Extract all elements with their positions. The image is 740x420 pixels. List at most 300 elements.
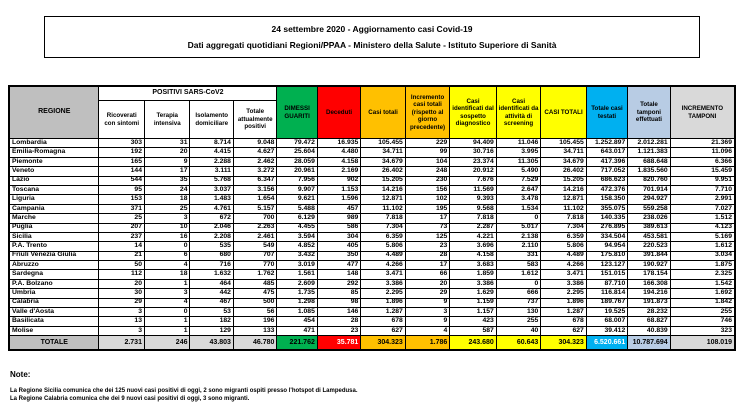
col-header-terapia-intensiva: Terapia intensiva [144, 101, 190, 139]
data-cell: 7.304 [361, 223, 405, 232]
col-header-regione: REGIONE [9, 86, 99, 139]
data-cell: 31 [144, 139, 190, 148]
data-cell: 238.026 [628, 214, 670, 223]
data-cell: 26.402 [361, 167, 405, 176]
region-name: Abruzzo [9, 261, 99, 270]
data-cell: 94.954 [586, 242, 627, 251]
data-cell: 24 [144, 185, 190, 194]
data-cell: 7.956 [277, 176, 317, 185]
data-cell: 123.127 [586, 261, 627, 270]
data-cell: 196 [233, 317, 276, 326]
region-name: Emilia-Romagna [9, 148, 99, 157]
data-cell: 700 [233, 214, 276, 223]
data-cell: 672 [190, 214, 233, 223]
data-cell: 678 [541, 317, 587, 326]
data-cell: 389.613 [628, 223, 670, 232]
data-cell: 11.046 [496, 139, 540, 148]
data-cell: 1.612 [670, 242, 735, 251]
data-cell: 686.623 [586, 176, 627, 185]
data-cell: 195 [405, 204, 449, 213]
data-cell: 14.216 [361, 185, 405, 194]
col-header-ricoverati: Ricoverati con sintomi [99, 101, 145, 139]
data-cell: 56 [233, 308, 276, 317]
data-cell: 2.609 [277, 279, 317, 288]
data-cell: 4.266 [541, 261, 587, 270]
data-cell: 104 [405, 157, 449, 166]
data-cell: 9 [405, 317, 449, 326]
data-cell: 1.632 [190, 270, 233, 279]
data-cell: 11.305 [496, 157, 540, 166]
data-cell: 716 [190, 261, 233, 270]
col-header-dimessi-guariti: DIMESSI GUARITI [277, 86, 317, 139]
data-cell: 472.376 [586, 185, 627, 194]
data-cell: 3.471 [361, 270, 405, 279]
data-cell: 2.991 [670, 195, 735, 204]
data-cell: 191.873 [628, 298, 670, 307]
note-line-calabria: La Regione Calabria comunica che dei 9 nuovi casi positivi di oggi, 3 sono migranti. [10, 395, 250, 402]
data-cell: 707 [233, 251, 276, 260]
data-cell: 627 [541, 326, 587, 335]
table-row [9, 157, 735, 166]
data-cell: 29 [99, 298, 145, 307]
data-cell: 153 [99, 195, 145, 204]
total-cell: 221.762 [277, 336, 317, 351]
data-cell: 194.216 [628, 289, 670, 298]
data-cell: 746 [670, 317, 735, 326]
region-name: Friuli Venezia Giulia [9, 251, 99, 260]
data-cell: 9.048 [233, 139, 276, 148]
data-cell: 7.818 [450, 214, 497, 223]
data-cell: 23 [317, 326, 360, 335]
data-cell: 2.295 [541, 289, 587, 298]
table-row [9, 270, 735, 279]
data-cell: 1.298 [277, 298, 317, 307]
data-cell: 2.169 [317, 167, 360, 176]
data-cell: 1.654 [233, 195, 276, 204]
col-header-tamponi: Totale tamponi effettuati [628, 86, 670, 139]
data-cell: 1.692 [670, 289, 735, 298]
data-cell: 30.716 [450, 148, 497, 157]
data-cell: 471 [277, 326, 317, 335]
data-cell: 7.304 [541, 223, 587, 232]
data-cell: 1.762 [233, 270, 276, 279]
data-cell: 17 [144, 167, 190, 176]
total-cell: 304.323 [541, 336, 587, 351]
data-cell: 3.478 [496, 195, 540, 204]
data-cell: 417.396 [586, 157, 627, 166]
data-cell: 53 [190, 308, 233, 317]
total-cell: 2.731 [99, 336, 145, 351]
col-group-positivi: POSITIVI SARS-CoV2 [99, 86, 277, 101]
data-cell: 3.683 [450, 261, 497, 270]
data-cell: 500 [233, 298, 276, 307]
data-cell: 11.102 [541, 204, 587, 213]
data-cell: 133 [233, 326, 276, 335]
data-cell: 17 [405, 261, 449, 270]
data-cell: 4.489 [541, 251, 587, 260]
data-cell: 2.138 [496, 232, 540, 241]
data-cell: 5.157 [233, 204, 276, 213]
data-cell: 112 [99, 270, 145, 279]
data-cell: 7.818 [361, 214, 405, 223]
table-row [9, 232, 735, 241]
data-cell: 15.459 [670, 167, 735, 176]
data-cell: 3.272 [233, 167, 276, 176]
data-cell: 7.710 [670, 185, 735, 194]
data-cell: 688.648 [628, 157, 670, 166]
report-title-box [44, 16, 700, 58]
data-cell: 20 [144, 148, 190, 157]
data-cell: 4 [144, 261, 190, 270]
data-cell: 9.621 [277, 195, 317, 204]
data-cell: 1 [144, 279, 190, 288]
data-cell: 3 [99, 308, 145, 317]
data-cell: 151.015 [586, 270, 627, 279]
data-cell: 587 [450, 326, 497, 335]
data-cell: 2.263 [233, 223, 276, 232]
table-row [9, 223, 735, 232]
table-row [9, 214, 735, 223]
data-cell: 158.350 [586, 195, 627, 204]
data-cell: 1.153 [317, 185, 360, 194]
data-cell: 477 [317, 261, 360, 270]
data-cell: 0 [144, 242, 190, 251]
data-cell: 3.995 [496, 148, 540, 157]
data-cell: 17 [405, 214, 449, 223]
data-cell: 2.287 [450, 223, 497, 232]
note-line-sicilia: La Regione Sicilia comunica che dei 125 nuovi casi positivi di oggi, 2 sono migranti ospiti presso l'hotspot di Lampedusa. [10, 388, 358, 394]
data-cell: 0 [496, 279, 540, 288]
data-cell: 2.046 [190, 223, 233, 232]
data-cell: 165 [99, 157, 145, 166]
data-cell: 1.121.383 [628, 148, 670, 157]
data-cell: 25.604 [277, 148, 317, 157]
col-header-attualmente-positivi: Totale attualmente positivi [233, 101, 276, 139]
data-cell: 2.012.281 [628, 139, 670, 148]
data-cell: 130 [496, 308, 540, 317]
data-cell: 5.488 [277, 204, 317, 213]
data-cell: 3 [144, 289, 190, 298]
data-cell: 87.710 [586, 279, 627, 288]
data-cell: 25 [144, 204, 190, 213]
data-cell: 1.629 [450, 289, 497, 298]
data-cell: 3.594 [277, 232, 317, 241]
data-cell: 34.711 [541, 148, 587, 157]
data-cell: 7.676 [450, 176, 497, 185]
total-cell: 46.780 [233, 336, 276, 351]
table-row [9, 317, 735, 326]
data-cell: 66 [405, 270, 449, 279]
covid-data-table [8, 85, 736, 351]
table-row [9, 308, 735, 317]
data-cell: 701.914 [628, 185, 670, 194]
data-cell: 6.129 [277, 214, 317, 223]
data-cell: 98 [317, 298, 360, 307]
data-cell: 586 [317, 223, 360, 232]
data-cell: 28.232 [628, 308, 670, 317]
data-cell: 20.912 [450, 167, 497, 176]
data-cell: 9.951 [670, 176, 735, 185]
data-cell: 3 [144, 214, 190, 223]
data-cell: 79.472 [277, 139, 317, 148]
region-name: P.A. Trento [9, 242, 99, 251]
data-cell: 989 [317, 214, 360, 223]
table-row [9, 298, 735, 307]
data-cell: 331 [496, 251, 540, 260]
data-cell: 535 [190, 242, 233, 251]
data-cell: 34.679 [361, 157, 405, 166]
data-cell: 5.169 [670, 232, 735, 241]
data-cell: 4.221 [450, 232, 497, 241]
data-cell: 229 [405, 139, 449, 148]
total-cell: 1.786 [405, 336, 449, 351]
data-cell: 140.335 [586, 214, 627, 223]
region-name: Valle d'Aosta [9, 308, 99, 317]
data-cell: 12.871 [361, 195, 405, 204]
data-cell: 220.523 [628, 242, 670, 251]
data-cell: 146 [317, 308, 360, 317]
data-cell: 85 [317, 289, 360, 298]
total-row [9, 336, 735, 351]
total-cell: 246 [144, 336, 190, 351]
data-cell: 2.461 [233, 232, 276, 241]
data-cell: 73 [405, 223, 449, 232]
table-row [9, 289, 735, 298]
data-cell: 95 [99, 185, 145, 194]
table-row [9, 167, 735, 176]
table-row [9, 185, 735, 194]
table-row [9, 242, 735, 251]
data-cell: 3 [405, 308, 449, 317]
data-cell: 4 [144, 298, 190, 307]
data-cell: 467 [190, 298, 233, 307]
data-cell: 6.366 [670, 157, 735, 166]
data-cell: 3.386 [361, 279, 405, 288]
data-cell: 2.208 [190, 232, 233, 241]
data-cell: 30 [99, 289, 145, 298]
region-name: Sardegna [9, 270, 99, 279]
data-cell: 20.961 [277, 167, 317, 176]
col-header-isolamento: Isolamento domiciliare [190, 101, 233, 139]
data-cell: 1.287 [541, 308, 587, 317]
data-cell: 1.512 [670, 214, 735, 223]
data-cell: 405 [317, 242, 360, 251]
data-cell: 40.839 [628, 326, 670, 335]
data-cell: 2.110 [496, 242, 540, 251]
data-cell: 1.534 [496, 204, 540, 213]
data-cell: 190.927 [628, 261, 670, 270]
data-cell: 350 [317, 251, 360, 260]
data-cell: 20 [99, 279, 145, 288]
data-cell: 15.205 [361, 176, 405, 185]
data-cell: 1.596 [317, 195, 360, 204]
data-cell: 28 [405, 251, 449, 260]
data-cell: 8.714 [190, 139, 233, 148]
data-cell: 14 [99, 242, 145, 251]
data-cell: 11.102 [361, 204, 405, 213]
data-cell: 192 [99, 148, 145, 157]
data-cell: 29 [405, 289, 449, 298]
data-cell: 14.216 [541, 185, 587, 194]
data-cell: 294.927 [628, 195, 670, 204]
data-cell: 1.875 [670, 261, 735, 270]
region-name: Calabria [9, 298, 99, 307]
data-cell: 6.359 [541, 232, 587, 241]
region-name: Lazio [9, 176, 99, 185]
data-cell: 2.462 [233, 157, 276, 166]
region-name: Basilicata [9, 317, 99, 326]
region-name: P.A. Bolzano [9, 279, 99, 288]
data-cell: 144 [99, 167, 145, 176]
data-cell: 1 [144, 317, 190, 326]
notes-heading: Note: [10, 370, 31, 379]
total-cell: 10.787.694 [628, 336, 670, 351]
table-row [9, 139, 735, 148]
data-cell: 454 [277, 317, 317, 326]
data-cell: 7.027 [670, 204, 735, 213]
data-cell: 18 [144, 270, 190, 279]
data-cell: 16.935 [317, 139, 360, 148]
data-cell: 13 [99, 317, 145, 326]
col-header-casi-totali-caps: CASI TOTALI [541, 86, 587, 139]
data-cell: 1.159 [450, 298, 497, 307]
data-cell: 5.017 [496, 223, 540, 232]
data-cell: 1.859 [450, 270, 497, 279]
data-cell: 737 [496, 298, 540, 307]
data-cell: 1.835.560 [628, 167, 670, 176]
region-name: Marche [9, 214, 99, 223]
data-cell: 5.806 [541, 242, 587, 251]
data-cell: 189.767 [586, 298, 627, 307]
data-cell: 21 [99, 251, 145, 260]
data-cell: 9.393 [450, 195, 497, 204]
data-cell: 717.052 [586, 167, 627, 176]
data-cell: 1.157 [450, 308, 497, 317]
data-cell: 4.761 [190, 204, 233, 213]
data-cell: 3.386 [450, 279, 497, 288]
region-name: Piemonte [9, 157, 99, 166]
table-row [9, 326, 735, 335]
data-cell: 207 [99, 223, 145, 232]
col-header-casi-totali: Casi totali [361, 86, 405, 139]
data-cell: 549 [233, 242, 276, 251]
table-row [9, 251, 735, 260]
data-cell: 68.007 [586, 317, 627, 326]
region-name: Umbria [9, 289, 99, 298]
data-cell: 9 [144, 157, 190, 166]
report-title-line2: Dati aggregati quotidiani Regioni/PPAA - Ministero della Salute - Istituto Superiore di Sanità [187, 40, 557, 51]
data-cell: 4.852 [277, 242, 317, 251]
data-cell: 102 [405, 195, 449, 204]
col-header-screening: Casi identificati da attività di screening [496, 86, 540, 139]
data-cell: 292 [317, 279, 360, 288]
report-title-line1: 24 settembre 2020 - Aggiornamento casi Covid-19 [271, 23, 473, 34]
data-cell: 129 [190, 326, 233, 335]
data-cell: 4.158 [317, 157, 360, 166]
data-cell: 26.402 [541, 167, 587, 176]
data-cell: 276.895 [586, 223, 627, 232]
data-cell: 1.896 [541, 298, 587, 307]
data-cell: 182 [190, 317, 233, 326]
data-cell: 1.287 [361, 308, 405, 317]
total-cell: 35.781 [317, 336, 360, 351]
data-cell: 28 [317, 317, 360, 326]
data-cell: 1.085 [277, 308, 317, 317]
data-cell: 23.374 [450, 157, 497, 166]
data-cell: 423 [450, 317, 497, 326]
data-cell: 255 [496, 317, 540, 326]
data-cell: 371 [99, 204, 145, 213]
data-cell: 583 [496, 261, 540, 270]
data-cell: 7.818 [541, 214, 587, 223]
data-cell: 1.542 [670, 279, 735, 288]
data-cell: 9.907 [277, 185, 317, 194]
data-cell: 18 [144, 195, 190, 204]
data-cell: 105.455 [541, 139, 587, 148]
data-cell: 7.529 [496, 176, 540, 185]
data-cell: 2.647 [496, 185, 540, 194]
data-cell: 2.325 [670, 270, 735, 279]
data-cell: 464 [190, 279, 233, 288]
data-cell: 237 [99, 232, 145, 241]
data-cell: 4 [405, 326, 449, 335]
data-cell: 355.075 [586, 204, 627, 213]
data-cell: 0 [144, 308, 190, 317]
col-header-incremento-tamponi: INCREMENTO TAMPONI [670, 86, 735, 139]
data-cell: 3.471 [541, 270, 587, 279]
data-cell: 6 [144, 251, 190, 260]
data-cell: 34.711 [361, 148, 405, 157]
data-cell: 116.814 [586, 289, 627, 298]
data-cell: 680 [190, 251, 233, 260]
data-cell: 1.252.897 [586, 139, 627, 148]
col-header-deceduti: Deceduti [317, 86, 360, 139]
data-cell: 10 [144, 223, 190, 232]
data-cell: 248 [405, 167, 449, 176]
data-cell: 20 [405, 279, 449, 288]
data-cell: 25 [99, 214, 145, 223]
data-cell: 2.295 [361, 289, 405, 298]
data-cell: 820.760 [628, 176, 670, 185]
data-cell: 475 [233, 289, 276, 298]
data-cell: 50 [99, 261, 145, 270]
data-cell: 255 [670, 308, 735, 317]
region-name: Sicilia [9, 232, 99, 241]
data-cell: 15.205 [541, 176, 587, 185]
data-cell: 3.037 [190, 185, 233, 194]
data-cell: 3.034 [670, 251, 735, 260]
data-cell: 442 [190, 289, 233, 298]
data-cell: 453.581 [628, 232, 670, 241]
data-cell: 68.827 [628, 317, 670, 326]
data-cell: 627 [361, 326, 405, 335]
data-cell: 11.096 [670, 148, 735, 157]
region-name: Puglia [9, 223, 99, 232]
data-cell: 12.871 [541, 195, 587, 204]
region-name: Molise [9, 326, 99, 335]
data-cell: 1.483 [190, 195, 233, 204]
data-cell: 2.288 [190, 157, 233, 166]
data-cell: 4.489 [361, 251, 405, 260]
notes-section [10, 370, 730, 403]
data-cell: 166.308 [628, 279, 670, 288]
data-cell: 6.359 [361, 232, 405, 241]
data-cell: 9.568 [450, 204, 497, 213]
table-body [9, 139, 735, 351]
region-name: Liguria [9, 195, 99, 204]
data-cell: 3.019 [277, 261, 317, 270]
total-label: TOTALE [9, 336, 99, 351]
